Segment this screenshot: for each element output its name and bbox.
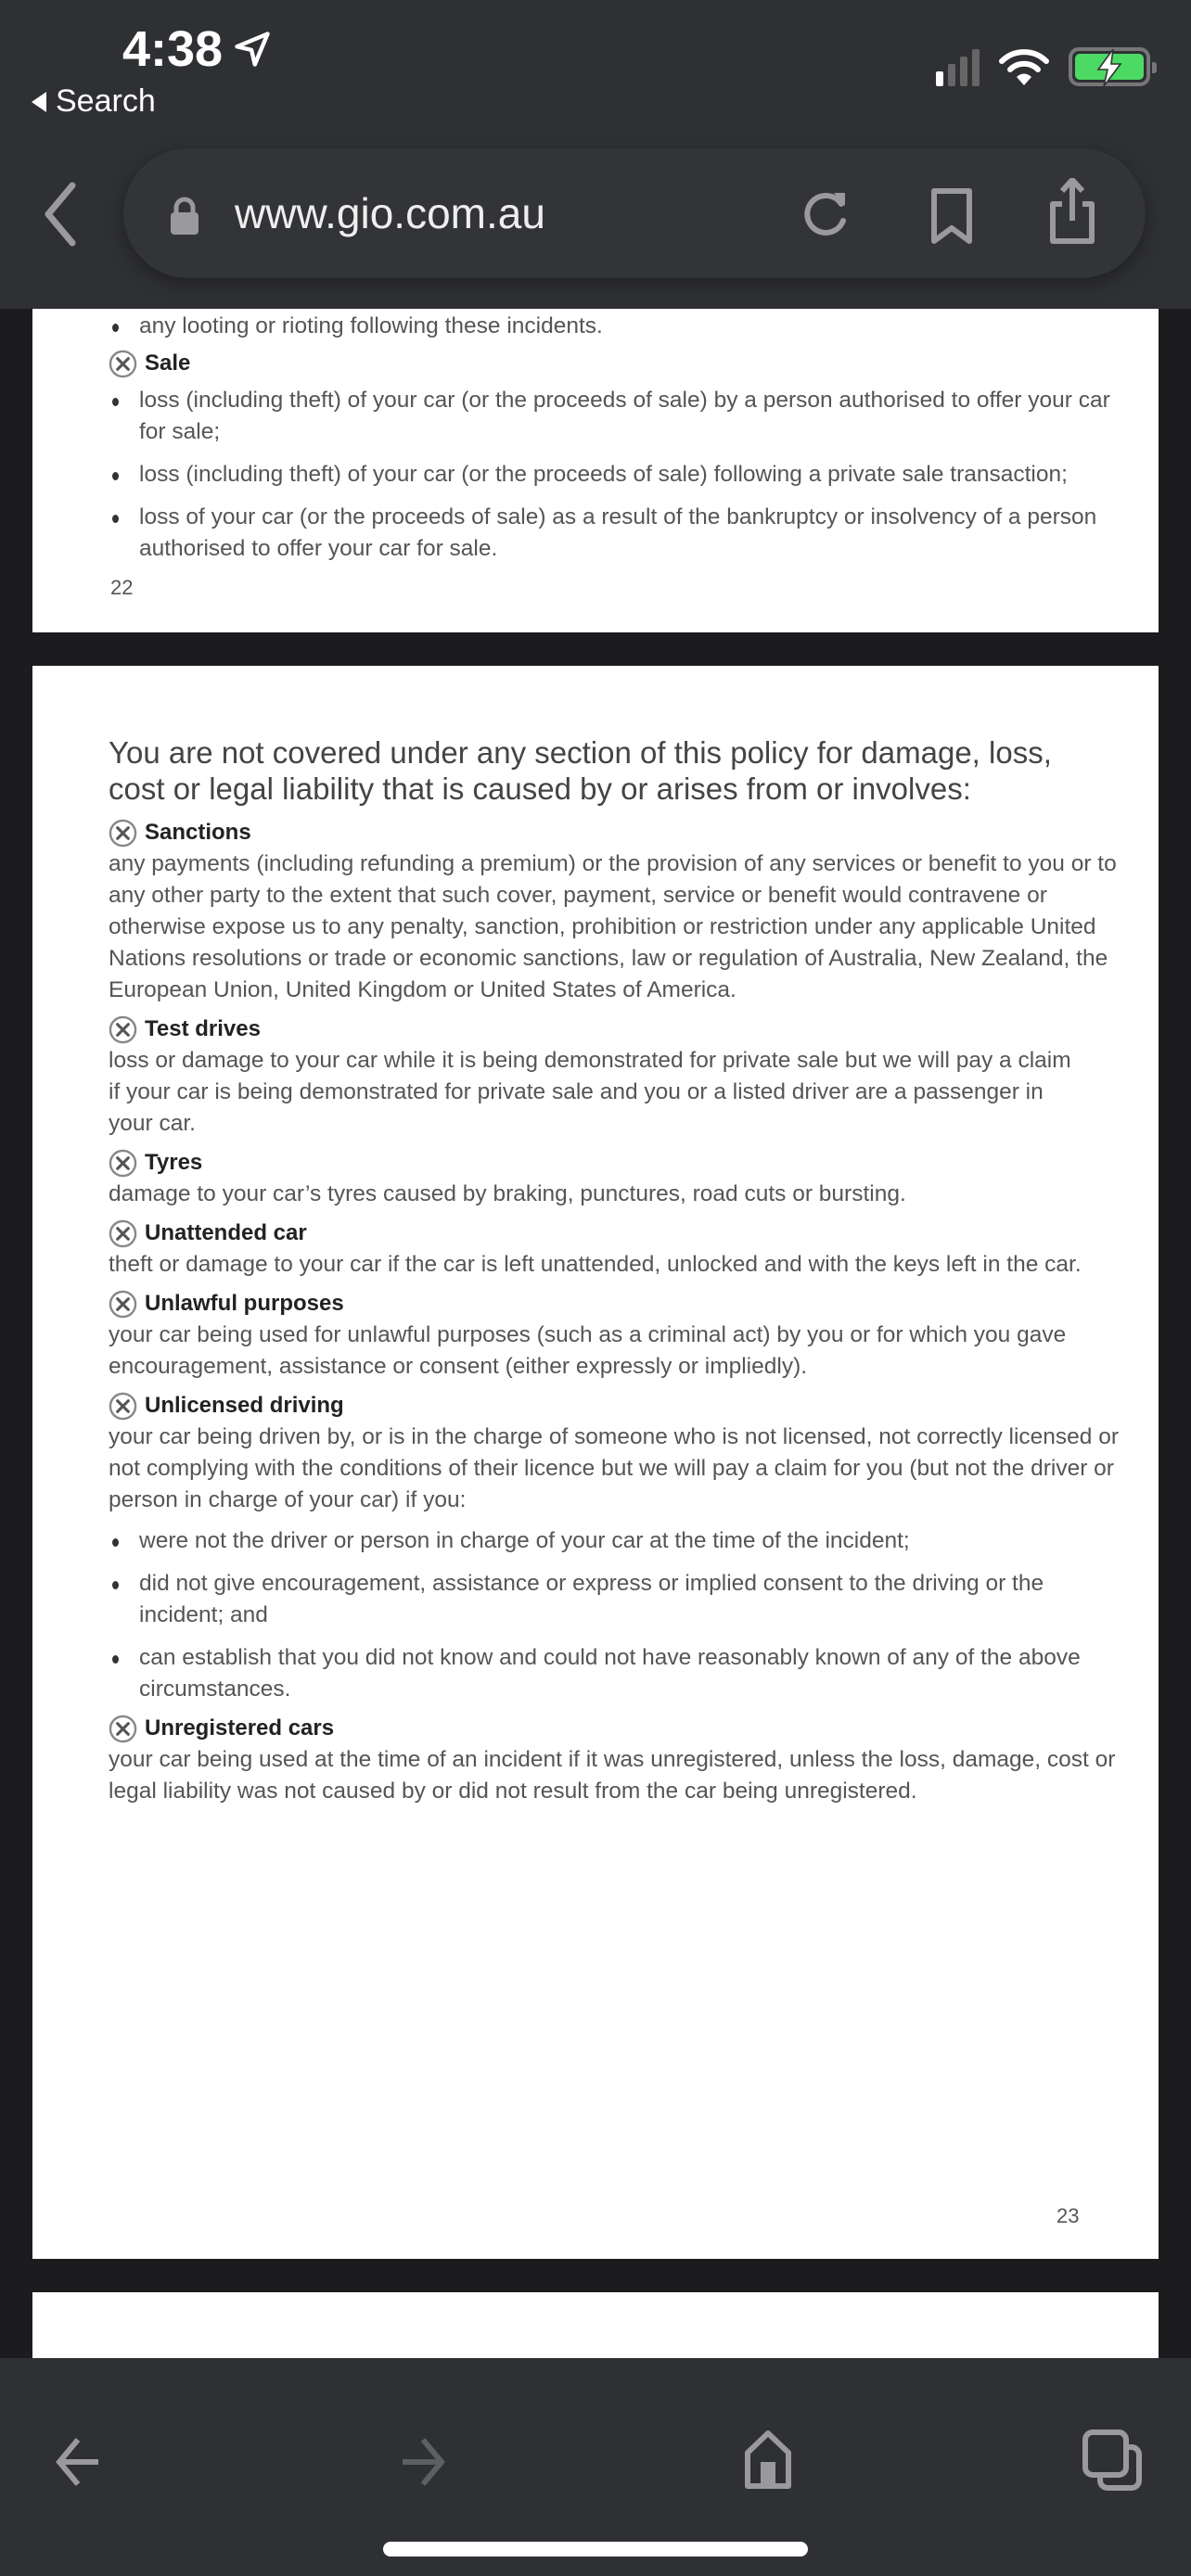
back-triangle-icon (32, 92, 46, 112)
url-bar[interactable] (123, 148, 1146, 278)
section-heading-sanctions (109, 817, 1120, 848)
section-text: loss or damage to your car while it is being demonstrated for private sale but we will pay a claim if your car is being demonstrated for private sale and you or a listed driver are a passenger in your car. (109, 1048, 1071, 1136)
x-circle-icon (109, 1290, 137, 1319)
x-circle-icon (109, 1715, 137, 1743)
forward-arrow-icon[interactable] (399, 2436, 447, 2488)
x-circle-icon (109, 1219, 137, 1248)
bookmark-icon[interactable] (928, 187, 975, 245)
exclusions-list (109, 817, 1120, 1807)
section-heading-test-drives (109, 1014, 1120, 1045)
section-text: your car being driven by, or is in the charge of someone who is not licensed, not correctly licensed or not complying with the conditions of their licence but we will pay a claim for you (but not the driver or person in charge of your car) if you: (109, 1424, 1119, 1512)
page-number: 22 (110, 576, 134, 599)
section-text: theft or damage to your car if the car is left unattended, unlocked and with the keys left in the car. (109, 1252, 1082, 1277)
list-item: loss (including theft) of your car (or the proceeds of sale) by a person authorised to offer your car for sale; (109, 385, 1120, 448)
status-time (122, 20, 273, 78)
status-icons (936, 46, 1150, 87)
wifi-icon (998, 46, 1050, 87)
section-text: your car being used for unlawful purposes (such as a criminal act) by you or for which you gave encouragement, assistance or consent (either expressly or impliedly). (109, 1322, 1067, 1379)
home-icon[interactable] (742, 2430, 794, 2490)
section-heading-tyres (109, 1147, 1120, 1179)
cellular-signal-icon (936, 47, 980, 86)
x-circle-icon (109, 1149, 137, 1178)
list-item: did not give encouragement, assistance or express or implied consent to the driving or the incident; and (109, 1568, 1120, 1631)
section-title: Unlawful purposes (145, 1291, 344, 1316)
section-text: damage to your car’s tyres caused by braking, punctures, road cuts or bursting. (109, 1181, 906, 1206)
x-circle-icon (109, 819, 137, 848)
lock-icon (168, 197, 201, 236)
list-item: loss of your car (or the proceeds of sale) as a result of the bankruptcy or insolvency of a person authorised to offer your car for sale. (109, 502, 1120, 565)
section-title: Unlicensed driving (145, 1393, 344, 1418)
url-text[interactable]: www.gio.com.au (235, 189, 545, 237)
pdf-page-22 (32, 309, 1159, 632)
back-arrow-icon[interactable] (54, 2436, 102, 2488)
pdf-viewer[interactable] (0, 309, 1191, 2358)
pdf-page-23 (32, 666, 1159, 2259)
section-title: Tyres (145, 1150, 203, 1175)
back-chevron-icon[interactable] (41, 182, 78, 247)
section-text: your car being used at the time of an incident if it was unregistered, unless the loss, damage, cost or legal liability was not caused by or did not result from the car being unregistered. (109, 1747, 1116, 1804)
bullet-list (109, 385, 1120, 565)
section-heading-sale (109, 348, 190, 379)
browser-bottom-bar (0, 2358, 1191, 2576)
section-title: Unregistered cars (145, 1715, 335, 1741)
tabs-icon[interactable] (1082, 2429, 1143, 2492)
list-item: any looting or rioting following these incidents. (109, 311, 1120, 342)
x-circle-icon (109, 350, 137, 378)
page-number: 23 (1057, 2204, 1080, 2227)
section-text: any payments (including refunding a premium) or the provision of any services or benefit to you or to any other party to the extent that such cover, payment, service or benefit would contravene or otherwise expose us to any penalty, sanction, prohibition or restriction under any applicable United Nations resolutions or trade or economic sanctions, law or regulation of Australia, New Zealand, the European Union, United Kingdom or United States of America. (109, 851, 1117, 1002)
browser-top-bar (0, 0, 1191, 309)
list-item: loss (including theft) of your car (or the proceeds of sale) following a private sale transaction; (109, 459, 1120, 491)
back-app-label: Search (56, 83, 156, 119)
section-title: Test drives (145, 1016, 261, 1041)
section-heading-unregistered-cars (109, 1713, 1120, 1744)
battery-charging-icon (1069, 47, 1150, 86)
bullet-list (109, 311, 1120, 342)
list-item: can establish that you did not know and could not have reasonably known of any of the above circumstances. (109, 1642, 1120, 1705)
exclusions-heading: You are not covered under any section of this policy for damage, loss, cost or legal liability that is caused by or arises from or involves: (109, 735, 1052, 806)
share-icon[interactable] (1047, 178, 1097, 245)
section-heading-unattended-car (109, 1218, 1120, 1249)
section-title: Sale (145, 351, 191, 376)
x-circle-icon (109, 1392, 137, 1421)
section-title: Sanctions (145, 820, 251, 845)
clock-text: 4:38 (122, 21, 224, 77)
reload-icon[interactable] (799, 185, 854, 241)
pdf-page-24 (32, 2292, 1159, 2366)
section-heading-unlawful-purposes (109, 1288, 1120, 1320)
home-indicator[interactable] (383, 2542, 808, 2557)
section-heading-unlicensed-driving (109, 1390, 1120, 1422)
list-item: were not the driver or person in charge of your car at the time of the incident; (109, 1525, 1120, 1557)
location-arrow-icon (232, 29, 273, 70)
bullet-list (109, 1525, 1120, 1705)
back-to-search-button[interactable] (32, 83, 156, 120)
x-circle-icon (109, 1015, 137, 1044)
section-title: Unattended car (145, 1220, 307, 1245)
